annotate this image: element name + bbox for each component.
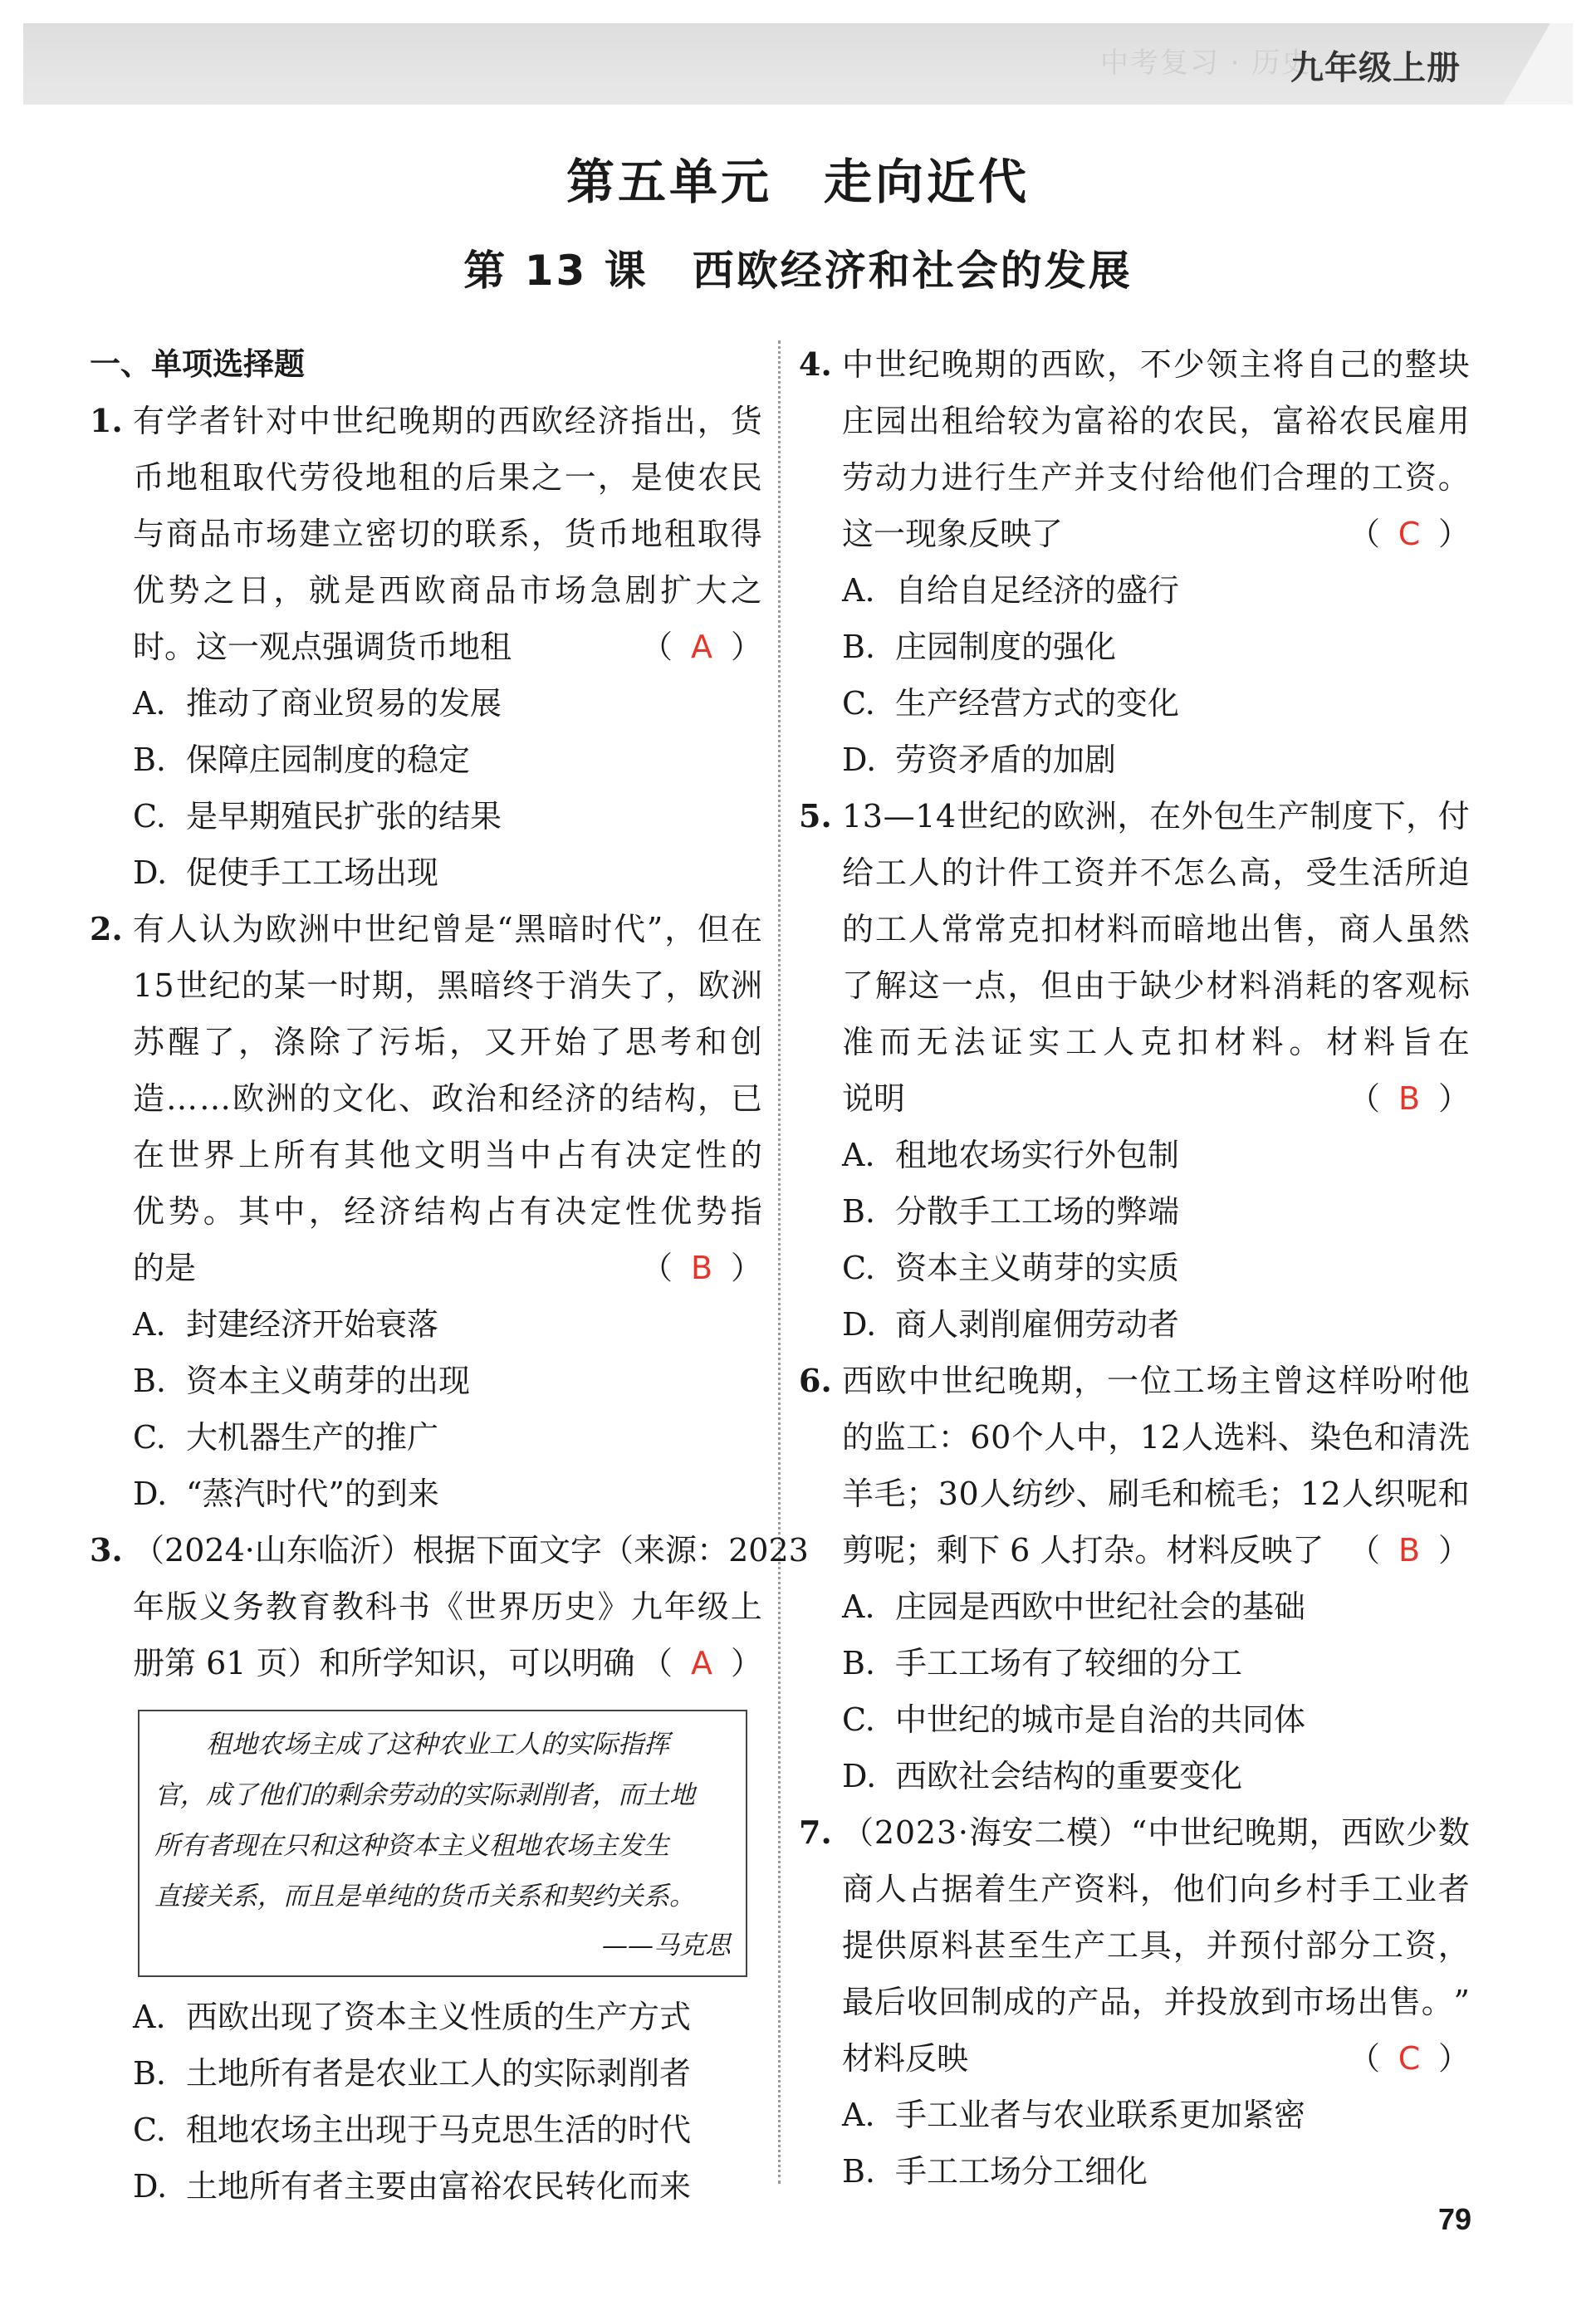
option-letter: A.	[133, 685, 166, 722]
question-stem-line	[799, 788, 1470, 844]
question-stem-line	[799, 1409, 1470, 1466]
question-stem-line	[90, 1014, 762, 1070]
answer-bracket: （ A ）	[641, 1635, 762, 1691]
question-4	[799, 336, 1470, 788]
option-c[interactable]	[799, 675, 1470, 732]
quote-line: 租地农场主成了这种农业工人的实际指挥	[154, 1730, 669, 1760]
unit-title: 第五单元 走向近代	[565, 154, 1030, 210]
question-stem-line	[799, 957, 1470, 1014]
option-a[interactable]	[799, 1578, 1470, 1635]
option-letter: C.	[133, 1419, 166, 1456]
option-a[interactable]	[90, 675, 762, 732]
question-stem-text: 1 3 — 1 4 世 纪 的 欧 洲 ， 在 外 包 生 产 制 度 下 ， 付	[842, 798, 1470, 835]
option-a[interactable]	[90, 1296, 762, 1353]
question-stem-text: 准 而 无 法 证 实 工 人 克 扣 材 料 。 材 料 旨 在	[842, 1024, 1470, 1060]
question-stem-line	[90, 957, 762, 1014]
question-stem-text: 在 世 界 上 所 有 其 他 文 明 当 中 占 有 决 定 性 的	[133, 1137, 762, 1173]
answer-letter: C	[1398, 516, 1421, 552]
option-letter: C.	[133, 798, 166, 835]
column-divider	[778, 340, 781, 2184]
question-number: 2.	[90, 910, 123, 947]
option-letter: B.	[842, 1645, 876, 1681]
option-letter: B.	[842, 2153, 876, 2190]
answer-bracket: （ C ）	[1349, 2030, 1470, 2087]
option-letter: D.	[842, 1306, 877, 1343]
option-c[interactable]	[799, 1240, 1470, 1296]
question-stem-line	[90, 1240, 762, 1296]
question-stem-line	[90, 619, 762, 675]
option-letter: A.	[842, 2097, 875, 2133]
option-text: 租地农场实行外包制	[895, 1137, 1180, 1173]
option-text: “蒸汽时代”的到来	[186, 1476, 439, 1512]
question-stem-text: 有 人 认 为 欧 洲 中 世 纪 曾 是 “ 黑 暗 时 代 ” ， 但 在	[133, 911, 762, 947]
option-text: 租地农场主出现于马克思生活的时代	[186, 2112, 692, 2148]
question-stem-text: 苏 醒 了 ， 涤 除 了 污 垢 ， 又 开 始 了 思 考 和 创	[133, 1024, 762, 1060]
question-stem-text: 的 工 人 常 常 克 扣 材 料 而 暗 地 出 售 ， 商 人 虽 然	[842, 911, 1470, 947]
option-text: 土地所有者主要由富裕农民转化而来	[186, 2168, 692, 2205]
option-a[interactable]	[799, 1127, 1470, 1183]
quote-box	[138, 1710, 747, 1977]
question-stem-line	[90, 449, 762, 506]
question-stem-line	[90, 1070, 762, 1127]
question-stem-text: 西 欧 中 世 纪 晚 期 ， 一 位 工 场 主 曾 这 样 吩 咐 他	[842, 1363, 1470, 1399]
option-d[interactable]	[90, 844, 762, 901]
option-text: 手工业者与农业联系更加紧密	[895, 2097, 1306, 2133]
answer-bracket: （ B ）	[641, 1240, 762, 1296]
question-stem-line	[799, 506, 1470, 562]
question-number: 7.	[799, 1813, 832, 1851]
option-text: 保障庄园制度的稳定	[186, 742, 471, 778]
option-text: 手工工场有了较细的分工	[895, 1645, 1243, 1681]
question-stem-text: 的是	[133, 1250, 197, 1286]
question-stem-text: 中 世 纪 晚 期 的 西 欧 ， 不 少 领 主 将 自 己 的 整 块	[842, 346, 1470, 383]
question-stem-text: 1 5 世 纪 的 某 一 时 期 ， 黑 暗 终 于 消 失 了 ， 欧 洲	[133, 967, 762, 1004]
question-stem-line	[799, 1804, 1470, 1861]
question-stem-text: 劳 动 力 进 行 生 产 并 支 付 给 他 们 合 理 的 工 资 。	[842, 459, 1470, 496]
question-6	[799, 1353, 1470, 1804]
option-text: 劳资矛盾的加剧	[895, 742, 1117, 778]
option-text: 土地所有者是农业工人的实际剥削者	[186, 2055, 692, 2092]
option-letter: C.	[133, 2112, 166, 2148]
header-watermark: 中考复习 · 历史	[1100, 46, 1312, 80]
question-number: 6.	[799, 1362, 832, 1399]
option-text: 推动了商业贸易的发展	[186, 685, 502, 722]
left-column	[90, 336, 809, 2215]
option-text: 西欧社会结构的重要变化	[895, 1758, 1243, 1794]
option-text: 分散手工工场的弊端	[895, 1193, 1180, 1230]
option-c[interactable]	[90, 1409, 762, 1466]
option-text: 资本主义萌芽的实质	[895, 1250, 1180, 1286]
quote-line: 官，成了他们的剩余劳动的实际剥削者，而土地	[154, 1780, 695, 1810]
question-stem-line	[799, 1974, 1470, 2030]
option-a[interactable]	[799, 2087, 1470, 2143]
option-text: 手工工场分工细化	[895, 2153, 1148, 2190]
question-stem-text: 材料反映	[842, 2040, 969, 2077]
question-stem-line	[799, 901, 1470, 957]
quote-line: 所有者现在只和这种资本主义租地农场主发生	[154, 1831, 669, 1861]
question-stem-line	[90, 1578, 762, 1635]
page-number: 79	[1438, 2202, 1472, 2236]
option-letter: D.	[133, 1476, 168, 1512]
option-d[interactable]	[90, 2158, 762, 2215]
option-text: 封建经济开始衰落	[186, 1306, 439, 1343]
question-stem-line	[799, 1917, 1470, 1974]
question-stem-line	[799, 1522, 1470, 1578]
question-stem-line	[799, 2030, 1470, 2087]
option-text: 商人剥削雇佣劳动者	[895, 1306, 1180, 1343]
question-number: 4.	[799, 345, 832, 383]
option-text: 庄园是西欧中世纪社会的基础	[895, 1588, 1306, 1625]
question-stem-text: 羊 毛 ； 3 0 人 纺 纱 、 刷 毛 和 梳 毛 ； 1 2 人 织 呢 和	[842, 1476, 1470, 1512]
question-2	[90, 901, 762, 1522]
option-c[interactable]	[90, 2102, 762, 2158]
question-stem-line	[799, 1466, 1470, 1522]
question-stem-line	[799, 844, 1470, 901]
question-1	[90, 393, 762, 901]
question-stem-text: 提 供 原 料 甚 至 生 产 工 具 ， 并 预 付 部 分 工 资 ，	[842, 1927, 1470, 1964]
question-stem-text: 庄 园 出 租 给 较 为 富 裕 的 农 民 ， 富 裕 农 民 雇 用	[842, 403, 1470, 439]
question-stem-line	[90, 562, 762, 619]
question-7	[799, 1804, 1470, 2200]
answer-letter: B	[690, 1250, 713, 1286]
option-letter: C.	[842, 1701, 875, 1738]
option-letter: B.	[842, 629, 876, 665]
option-b[interactable]	[799, 1183, 1470, 1240]
question-stem-text: 与 商 品 市 场 建 立 密 切 的 联 系 ， 货 币 地 租 取 得	[133, 516, 762, 552]
question-stem-line	[799, 336, 1470, 393]
question-number: 5.	[799, 797, 832, 835]
header-grade-label: 九年级上册	[1290, 49, 1461, 87]
question-stem-text: 剪呢；剩下 6 人打杂。材料反映了	[842, 1532, 1324, 1569]
option-letter: A.	[133, 1999, 166, 2035]
question-stem-line	[799, 449, 1470, 506]
question-stem-text: 最 后 收 回 制 成 的 产 品 ， 并 投 放 到 市 场 出 售 。 ”	[842, 1984, 1470, 2020]
option-letter: A.	[842, 1137, 875, 1173]
answer-letter: A	[690, 1645, 712, 1681]
answer-letter: C	[1398, 2040, 1421, 2077]
answer-bracket: （ C ）	[1349, 506, 1470, 562]
question-number: 3.	[90, 1531, 123, 1569]
question-stem-text: 年 版 义 务 教 育 教 科 书 《 世 界 历 史 》 九 年 级 上	[133, 1588, 762, 1625]
question-stem-text: 商 人 占 据 着 生 产 资 料 ， 他 们 向 乡 村 手 工 业 者	[842, 1871, 1470, 1907]
option-c[interactable]	[799, 1691, 1470, 1748]
question-stem-text: （ 2 0 2 4 · 山 东 临 沂 ） 根 据 下 面 文 字 （ 来 源 ： 2 0 2 3	[133, 1532, 809, 1569]
answer-bracket: （ A ）	[641, 619, 762, 675]
question-stem-line	[90, 393, 762, 449]
option-letter: B.	[133, 742, 167, 778]
question-stem-text: 优 势 。 其 中 ， 经 济 结 构 占 有 决 定 性 优 势 指	[133, 1193, 762, 1230]
answer-letter: B	[1398, 1532, 1421, 1569]
option-b[interactable]	[90, 1353, 762, 1409]
question-stem-line	[799, 1070, 1470, 1127]
question-stem-text: 册第 61 页）和所学知识，可以明确	[133, 1645, 635, 1681]
answer-bracket: （ B ）	[1349, 1070, 1470, 1127]
question-stem-line	[90, 1522, 809, 1578]
question-3	[90, 1522, 809, 2215]
question-stem-line	[90, 1183, 762, 1240]
option-text: 中世纪的城市是自治的共同体	[895, 1701, 1306, 1738]
section-heading: 一、单项选择题	[90, 346, 305, 382]
question-stem-line	[90, 1635, 762, 1691]
right-column	[799, 336, 1470, 2200]
option-b[interactable]	[799, 2143, 1470, 2200]
option-text: 资本主义萌芽的出现	[186, 1363, 471, 1399]
option-d[interactable]	[799, 1296, 1470, 1353]
answer-letter: B	[1398, 1080, 1421, 1117]
question-stem-text: 造 … … 欧 洲 的 文 化 、 政 治 和 经 济 的 结 构 ， 已	[133, 1080, 762, 1117]
option-d[interactable]	[799, 732, 1470, 788]
option-a[interactable]	[799, 562, 1470, 619]
question-number: 1.	[90, 402, 123, 439]
question-stem-text: （ 2 0 2 3 · 海 安 二 模 ） “ 中 世 纪 晚 期 ， 西 欧 少 数	[842, 1814, 1470, 1851]
option-text: 促使手工工场出现	[186, 854, 439, 891]
question-stem-line	[799, 1014, 1470, 1070]
quote-line: 直接关系，而且是单纯的货币关系和契约关系。	[154, 1882, 695, 1911]
option-c[interactable]	[90, 788, 762, 844]
question-stem-line	[799, 1353, 1470, 1409]
question-stem-line	[90, 506, 762, 562]
question-stem-line	[799, 393, 1470, 449]
option-text: 生产经营方式的变化	[895, 685, 1180, 722]
question-stem-text: 给 工 人 的 计 件 工 资 并 不 怎 么 高 ， 受 生 活 所 迫	[842, 854, 1470, 891]
option-text: 庄园制度的强化	[895, 629, 1117, 665]
option-b[interactable]	[90, 732, 762, 788]
option-text: 自给自足经济的盛行	[895, 572, 1180, 609]
question-stem-text: 优 势 之 日 ， 就 是 西 欧 商 品 市 场 急 剧 扩 大 之	[133, 572, 762, 609]
option-letter: B.	[133, 1363, 167, 1399]
answer-bracket: （ B ）	[1349, 1522, 1470, 1578]
answer-letter: A	[690, 629, 712, 665]
option-text: 大机器生产的推广	[186, 1419, 439, 1456]
question-stem-line	[90, 1127, 762, 1183]
question-stem-line	[90, 901, 762, 957]
option-text: 西欧出现了资本主义性质的生产方式	[186, 1999, 692, 2035]
option-letter: A.	[842, 572, 875, 609]
question-stem-text: 说明	[842, 1080, 906, 1117]
question-stem-text: 的 监 工 ： 6 0 个 人 中 ， 1 2 人 选 料 、 染 色 和 清 洗	[842, 1419, 1470, 1456]
option-letter: D.	[842, 742, 877, 778]
question-stem-text: 时。这一观点强调货币地租	[133, 629, 512, 665]
quote-source: ——马克思	[602, 1931, 731, 1960]
question-stem-text: 了 解 这 一 点 ， 但 由 于 缺 少 材 料 消 耗 的 客 观 标	[842, 967, 1470, 1004]
option-letter: D.	[842, 1758, 877, 1794]
option-letter: B.	[133, 2055, 167, 2092]
question-stem-text: 这一现象反映了	[842, 516, 1064, 552]
question-stem-text: 币 地 租 取 代 劳 役 地 租 的 后 果 之 一 ， 是 使 农 民	[133, 459, 762, 496]
option-text: 是早期殖民扩张的结果	[186, 798, 502, 835]
option-d[interactable]	[799, 1748, 1470, 1804]
option-letter: A.	[133, 1306, 166, 1343]
option-d[interactable]	[90, 1466, 762, 1522]
option-b[interactable]	[799, 619, 1470, 675]
option-b[interactable]	[799, 1635, 1470, 1691]
option-a[interactable]	[90, 1989, 762, 2045]
option-letter: A.	[842, 1588, 875, 1625]
option-letter: C.	[842, 685, 875, 722]
option-letter: B.	[842, 1193, 876, 1230]
option-letter: D.	[133, 854, 168, 891]
question-stem-text: 有 学 者 针 对 中 世 纪 晚 期 的 西 欧 经 济 指 出 ， 货	[133, 403, 762, 439]
lesson-title: 第 13 课 西欧经济和社会的发展	[463, 247, 1133, 295]
question-5	[799, 788, 1470, 1353]
question-stem-line	[799, 1861, 1470, 1917]
header-page-curl	[1503, 23, 1573, 105]
option-b[interactable]	[90, 2045, 762, 2102]
option-letter: C.	[842, 1250, 875, 1286]
option-letter: D.	[133, 2168, 168, 2205]
